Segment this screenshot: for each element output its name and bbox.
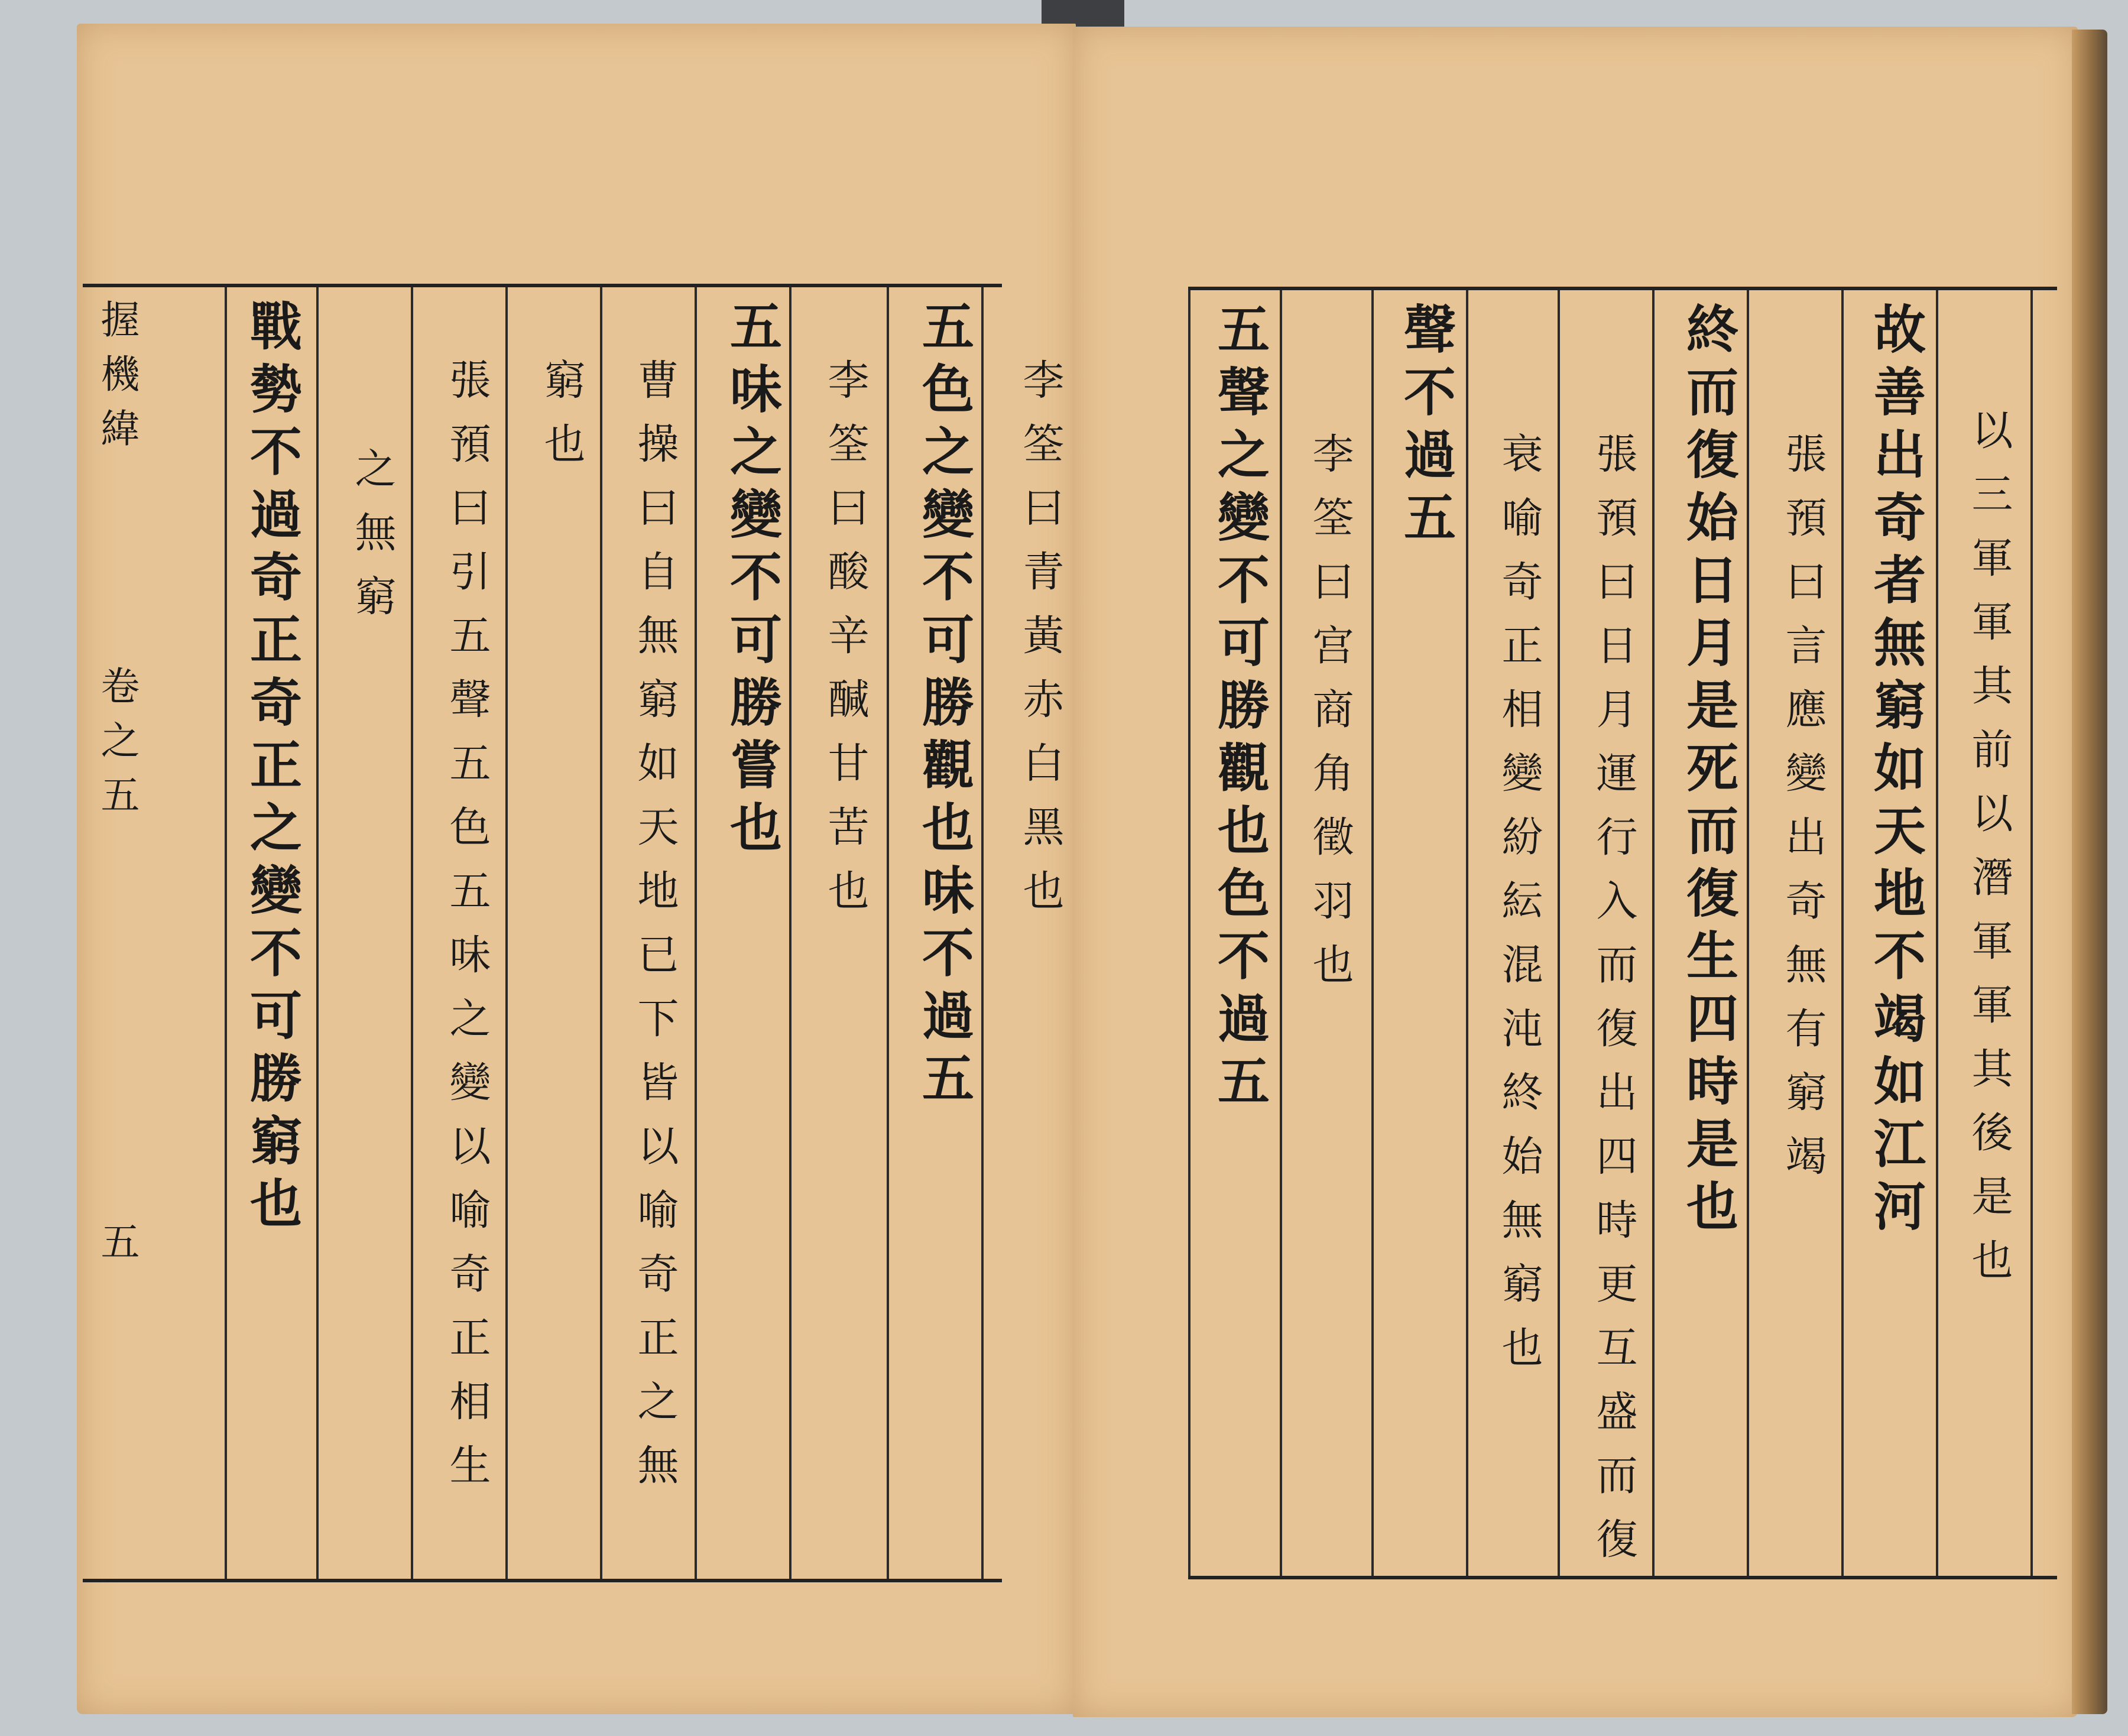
column-rule bbox=[1188, 290, 1190, 1576]
commentary-column: 李筌曰宫商角徵羽也 bbox=[1306, 432, 1354, 1007]
commentary-column: 張預曰言應變出奇無有窮竭 bbox=[1779, 432, 1827, 1198]
column-rule bbox=[1652, 290, 1655, 1576]
column-rule bbox=[316, 287, 319, 1579]
column-rule bbox=[1371, 290, 1374, 1576]
text-column: 故善出奇者無窮如天地不竭如江河 bbox=[1866, 302, 1927, 1242]
text-column: 戰勢不過奇正奇正之變不可勝窮也 bbox=[242, 299, 303, 1239]
column-rule bbox=[887, 287, 889, 1579]
volume-label: 卷之五 bbox=[94, 666, 140, 829]
commentary-column: 以三軍軍其前以潛軍軍其後是也 bbox=[1965, 408, 2013, 1302]
page-edge bbox=[2072, 30, 2107, 1714]
column-rule bbox=[600, 287, 602, 1579]
text-column: 五聲之變不可勝觀也色不過五 bbox=[1209, 302, 1271, 1117]
commentary-column: 李筌曰酸辛醎甘苦也 bbox=[821, 358, 870, 933]
text-column: 五味之變不可勝嘗也 bbox=[722, 299, 783, 863]
text-column: 聲不過五 bbox=[1396, 302, 1457, 553]
column-rule bbox=[1558, 290, 1560, 1576]
book-title: 握機緯 bbox=[94, 299, 140, 462]
commentary-column: 李筌曰青黃赤白黑也 bbox=[1016, 358, 1065, 933]
commentary-column: 衰喻奇正相變紛紜混沌終始無窮也 bbox=[1495, 432, 1543, 1390]
commentary-column: 張預曰引五聲五色五味之變以喻奇正相生 bbox=[443, 358, 491, 1507]
text-column: 終而復始日月是死而復生四時是也 bbox=[1678, 302, 1740, 1242]
commentary-column: 曹操曰自無窮如天地已下皆以喻奇正之無 bbox=[631, 358, 679, 1507]
column-rule bbox=[1841, 290, 1844, 1576]
folio-number: 五 bbox=[94, 1221, 140, 1276]
right-text-frame bbox=[1188, 287, 2057, 1579]
left-text-frame bbox=[83, 284, 1065, 1582]
column-rule bbox=[1747, 290, 1749, 1576]
column-rule bbox=[505, 287, 508, 1579]
commentary-column: 之無窮 bbox=[348, 447, 397, 638]
column-rule bbox=[1936, 290, 1938, 1576]
commentary-column: 窮也 bbox=[537, 358, 586, 486]
column-rule bbox=[411, 287, 413, 1579]
column-rule bbox=[1466, 290, 1468, 1576]
column-rule bbox=[225, 287, 227, 1579]
column-rule bbox=[2030, 290, 2033, 1576]
text-column: 五色之變不可勝觀也味不過五 bbox=[914, 299, 975, 1114]
commentary-column: 張預曰日月運行入而復出四時更互盛而復 bbox=[1589, 432, 1638, 1581]
column-rule bbox=[1280, 290, 1282, 1576]
column-rule bbox=[695, 287, 697, 1579]
